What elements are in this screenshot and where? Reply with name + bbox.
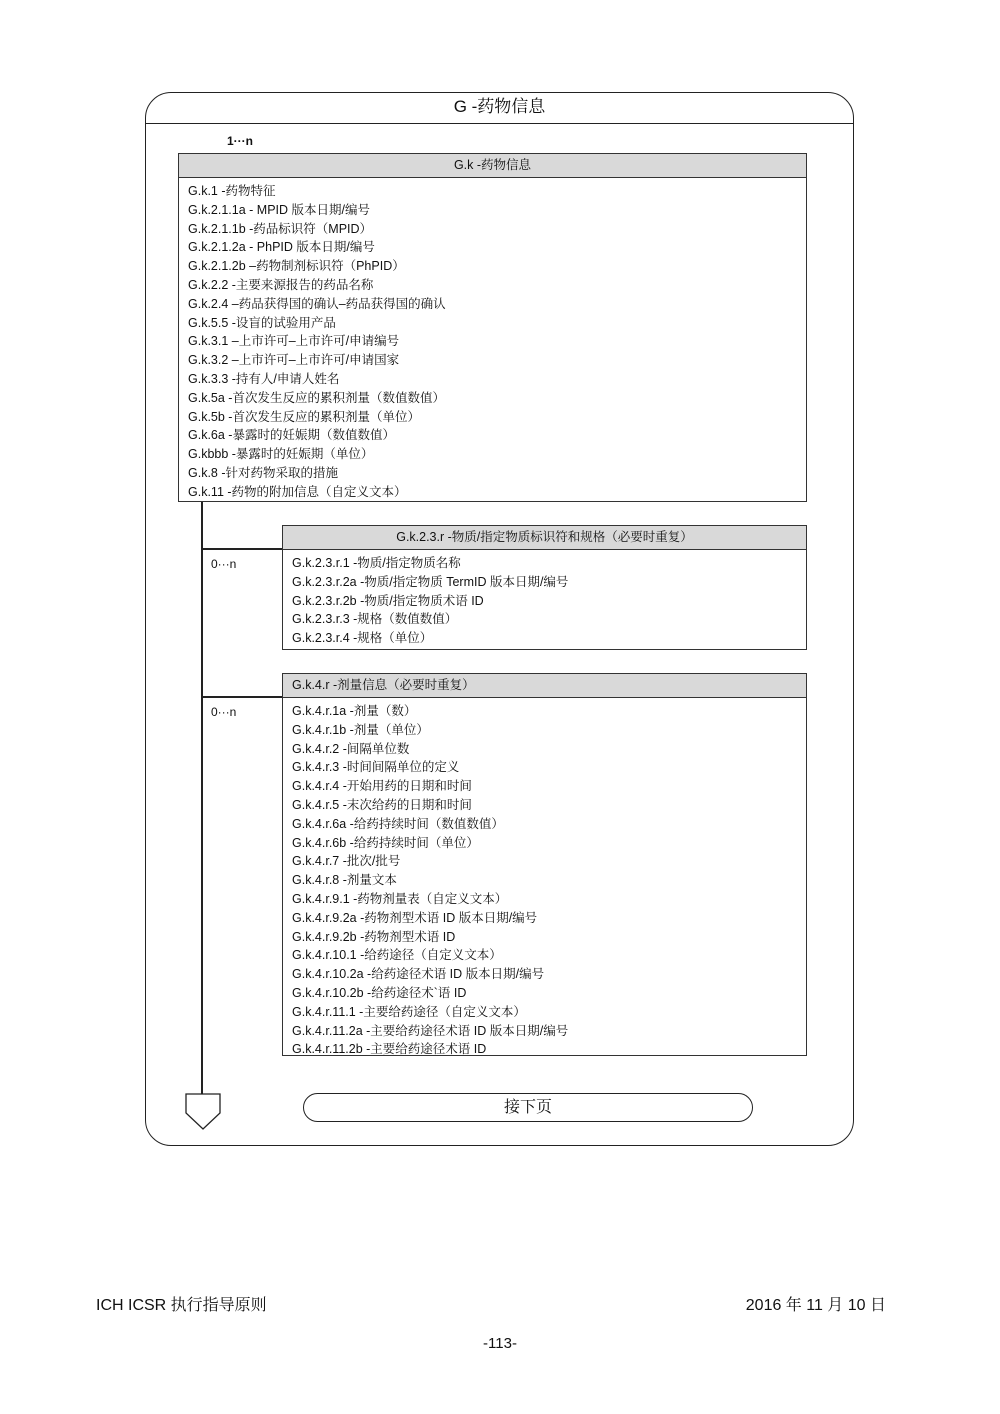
multiplicity-substance: 0···n	[211, 557, 237, 571]
gk4r-field: G.k.4.r.5 -末次给药的日期和时间	[292, 797, 472, 812]
gk-field: G.k.3.3 -持有人/申请人姓名	[188, 371, 340, 386]
gk23r-field: G.k.2.3.r.4 -规格（单位）	[292, 631, 433, 646]
multiplicity-dosage: 0···n	[211, 705, 237, 719]
gk4r-field: G.k.4.r.3 -时间间隔单位的定义	[292, 760, 460, 775]
connector-branch-dosage	[201, 696, 283, 698]
continue-next-page-label: 接下页	[303, 1093, 753, 1122]
gk-field: G.k.6a -暴露时的妊娠期（数值数值）	[188, 428, 395, 443]
gk23r-field: G.k.2.3.r.1 -物质/指定物质名称	[292, 556, 461, 570]
gk-field: G.k.5a -首次发生反应的累积剂量（数值数值）	[188, 390, 445, 405]
gk-field: G.k.2.1.1a - MPID 版本日期/编号	[188, 202, 370, 217]
gk-field: G.k.2.4 –药品获得国的确认–药品获得国的确认	[188, 296, 446, 311]
gk-field: G.kbbb -暴露时的妊娠期（单位）	[188, 447, 374, 462]
section-title: G -药物信息	[146, 93, 853, 124]
gk23r-field: G.k.2.3.r.2a -物质/指定物质 TermID 版本日期/编号	[292, 574, 569, 589]
gk-field: G.k.3.2 –上市许可–上市许可/申请国家	[188, 353, 400, 368]
gk4r-field: G.k.4.r.1a -剂量（数）	[292, 704, 417, 718]
gk4r-header: G.k.4.r -剂量信息（必要时重复）	[283, 674, 806, 698]
gk4r-field: G.k.4.r.11.2b -主要给药途径术语 ID	[292, 1042, 487, 1057]
gk4r-field: G.k.4.r.11.1 -主要给药途径（自定义文本）	[292, 1004, 526, 1019]
gk4r-field: G.k.4.r.7 -批次/批号	[292, 854, 401, 869]
continue-arrow-icon	[185, 1093, 221, 1131]
gk4r-field: G.k.4.r.6b -给药持续时间（单位）	[292, 835, 479, 850]
gk-field: G.k.2.1.2a - PhPID 版本日期/编号	[188, 240, 375, 255]
gk23r-field-list	[283, 550, 806, 652]
gk4r-field: G.k.4.r.10.2b -给药途径术`语 ID	[292, 985, 467, 1000]
gk4r-field: G.k.4.r.4 -开始用药的日期和时间	[292, 779, 472, 794]
gk-field: G.k.5.5 -设盲的试验用产品	[188, 315, 336, 330]
gk4r-field: G.k.4.r.8 -剂量文本	[292, 873, 397, 888]
multiplicity-main: 1···n	[227, 134, 253, 148]
gk4r-field: G.k.4.r.9.2a -药物剂型术语 ID 版本日期/编号	[292, 910, 538, 925]
gk23r-field: G.k.2.3.r.2b -物质/指定物质术语 ID	[292, 593, 484, 608]
gk-field: G.k.1 -药物特征	[188, 184, 276, 198]
gk4r-field-list	[283, 698, 806, 1063]
gk-field: G.k.11 -药物的附加信息（自定义文本）	[188, 484, 407, 499]
gk4r-field: G.k.4.r.9.1 -药物剂量表（自定义文本）	[292, 891, 508, 906]
gk4r-field: G.k.4.r.1b -剂量（单位）	[292, 722, 429, 737]
gk-box	[178, 153, 807, 502]
gk-field-list	[179, 178, 806, 506]
gk4r-field: G.k.4.r.11.2a -主要给药途径术语 ID 版本日期/编号	[292, 1023, 569, 1038]
gk4r-field: G.k.4.r.10.2a -给药途径术语 ID 版本日期/编号	[292, 967, 545, 982]
gk23r-header: G.k.2.3.r -物质/指定物质标识符和规格（必要时重复）	[283, 526, 806, 550]
gk-field: G.k.2.1.1b -药品标识符（MPID）	[188, 221, 373, 236]
gk4r-field: G.k.4.r.6a -给药持续时间（数值数值）	[292, 816, 504, 831]
gk-field: G.k.5b -首次发生反应的累积剂量（单位）	[188, 409, 420, 424]
gk-field: G.k.3.1 –上市许可–上市许可/申请编号	[188, 334, 400, 349]
gk4r-field: G.k.4.r.2 -间隔单位数	[292, 741, 410, 756]
gk-header: G.k -药物信息	[179, 154, 806, 178]
gk4r-box	[282, 673, 807, 1056]
footer-date: 2016 年 11 月 10 日	[745, 1297, 886, 1314]
gk4r-field: G.k.4.r.9.2b -药物剂型术语 ID	[292, 929, 456, 944]
gk-field: G.k.2.2 -主要来源报告的药品名称	[188, 277, 374, 292]
connector-branch-substance	[201, 548, 283, 550]
connector-vertical	[201, 502, 203, 1094]
page-number: -113-	[483, 1335, 517, 1352]
gk-field: G.k.2.1.2b –药物制剂标识符（PhPID）	[188, 259, 405, 274]
footer-document-title: ICH ICSR 执行指导原则	[96, 1297, 267, 1314]
gk23r-field: G.k.2.3.r.3 -规格（数值数值）	[292, 612, 458, 627]
gk23r-box	[282, 525, 807, 650]
gk4r-field: G.k.4.r.10.1 -给药途径（自定义文本）	[292, 948, 502, 963]
gk-field: G.k.8 -针对药物采取的措施	[188, 465, 339, 480]
